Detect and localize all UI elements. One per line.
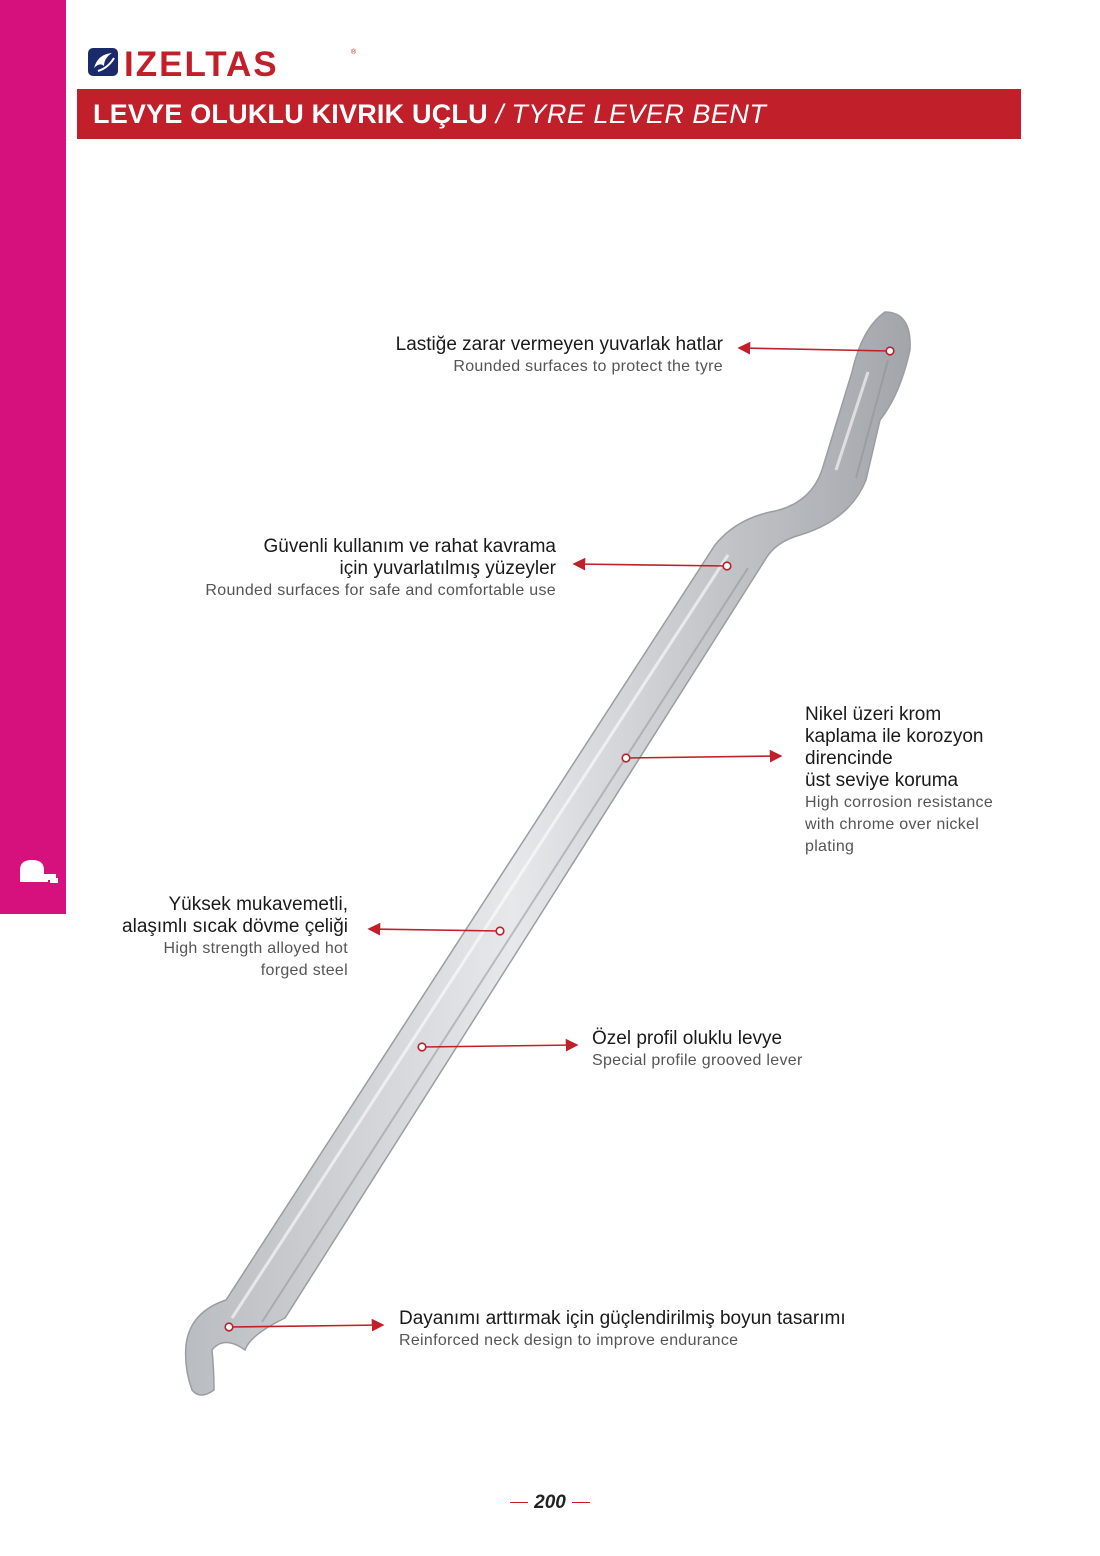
page-number	[0, 1492, 1100, 1514]
callout-tr: Özel profil oluklu levye	[592, 1028, 783, 1049]
callout-en: Rounded surfaces to protect the tyre	[453, 358, 723, 375]
callout-dot	[496, 927, 504, 935]
callout-en: plating	[805, 838, 855, 855]
callout-tr: Güvenli kullanım ve rahat kavrama	[263, 536, 556, 557]
callout-tr: için yuvarlatılmış yüzeyler	[339, 558, 556, 579]
callout-reinforced-neck	[399, 1308, 999, 1352]
title-separator: /	[495, 98, 504, 129]
callout-tr: direncinde	[805, 748, 893, 769]
callout-rounded-tip	[303, 334, 723, 378]
callout-en: Reinforced neck design to improve endurance	[399, 1332, 739, 1349]
callout-en: High strength alloyed hot	[163, 940, 348, 957]
page-number-value: 200	[534, 1492, 566, 1513]
title-tr: LEVYE OLUKLU KIVRIK UÇLU	[93, 98, 488, 129]
callout-dot	[225, 1323, 233, 1331]
callout-dot	[418, 1043, 426, 1051]
leader-line-3	[626, 756, 780, 758]
callout-tr: alaşımlı sıcak dövme çeliği	[122, 916, 348, 937]
callout-tr: üst seviye koruma	[805, 770, 959, 791]
callout-safe-grip	[136, 536, 556, 602]
callout-dot	[723, 562, 731, 570]
callout-en: forged steel	[260, 962, 348, 979]
callout-grooved-profile	[592, 1028, 952, 1072]
page-dash-right	[572, 1502, 590, 1503]
callout-dot	[886, 347, 894, 355]
callout-tr: Yüksek mukavemetli,	[168, 894, 348, 915]
page-dash-left	[510, 1502, 528, 1503]
callout-en: Rounded surfaces for safe and comfortable use	[205, 582, 556, 599]
callout-tr: kaplama ile korozyon	[805, 726, 984, 747]
callout-en: Special profile grooved lever	[592, 1052, 803, 1069]
lever-body	[186, 312, 911, 1395]
callout-tr: Dayanımı arttırmak için güçlendirilmiş boyun tasarımı	[399, 1308, 846, 1329]
callout-tr: Lastiğe zarar vermeyen yuvarlak hatlar	[395, 334, 723, 355]
title-en: TYRE LEVER BENT	[511, 98, 767, 129]
callout-dot	[622, 754, 630, 762]
callout-en: with chrome over nickel	[805, 816, 980, 833]
callout-tr: Nikel üzeri krom	[805, 704, 942, 725]
logo-wordmark: IZELTAS	[124, 45, 279, 80]
callout-chrome-plating	[805, 704, 1075, 858]
callout-forged-steel	[48, 894, 348, 982]
callout-en: High corrosion resistance	[805, 794, 994, 811]
svg-text:®: ®	[351, 49, 357, 56]
